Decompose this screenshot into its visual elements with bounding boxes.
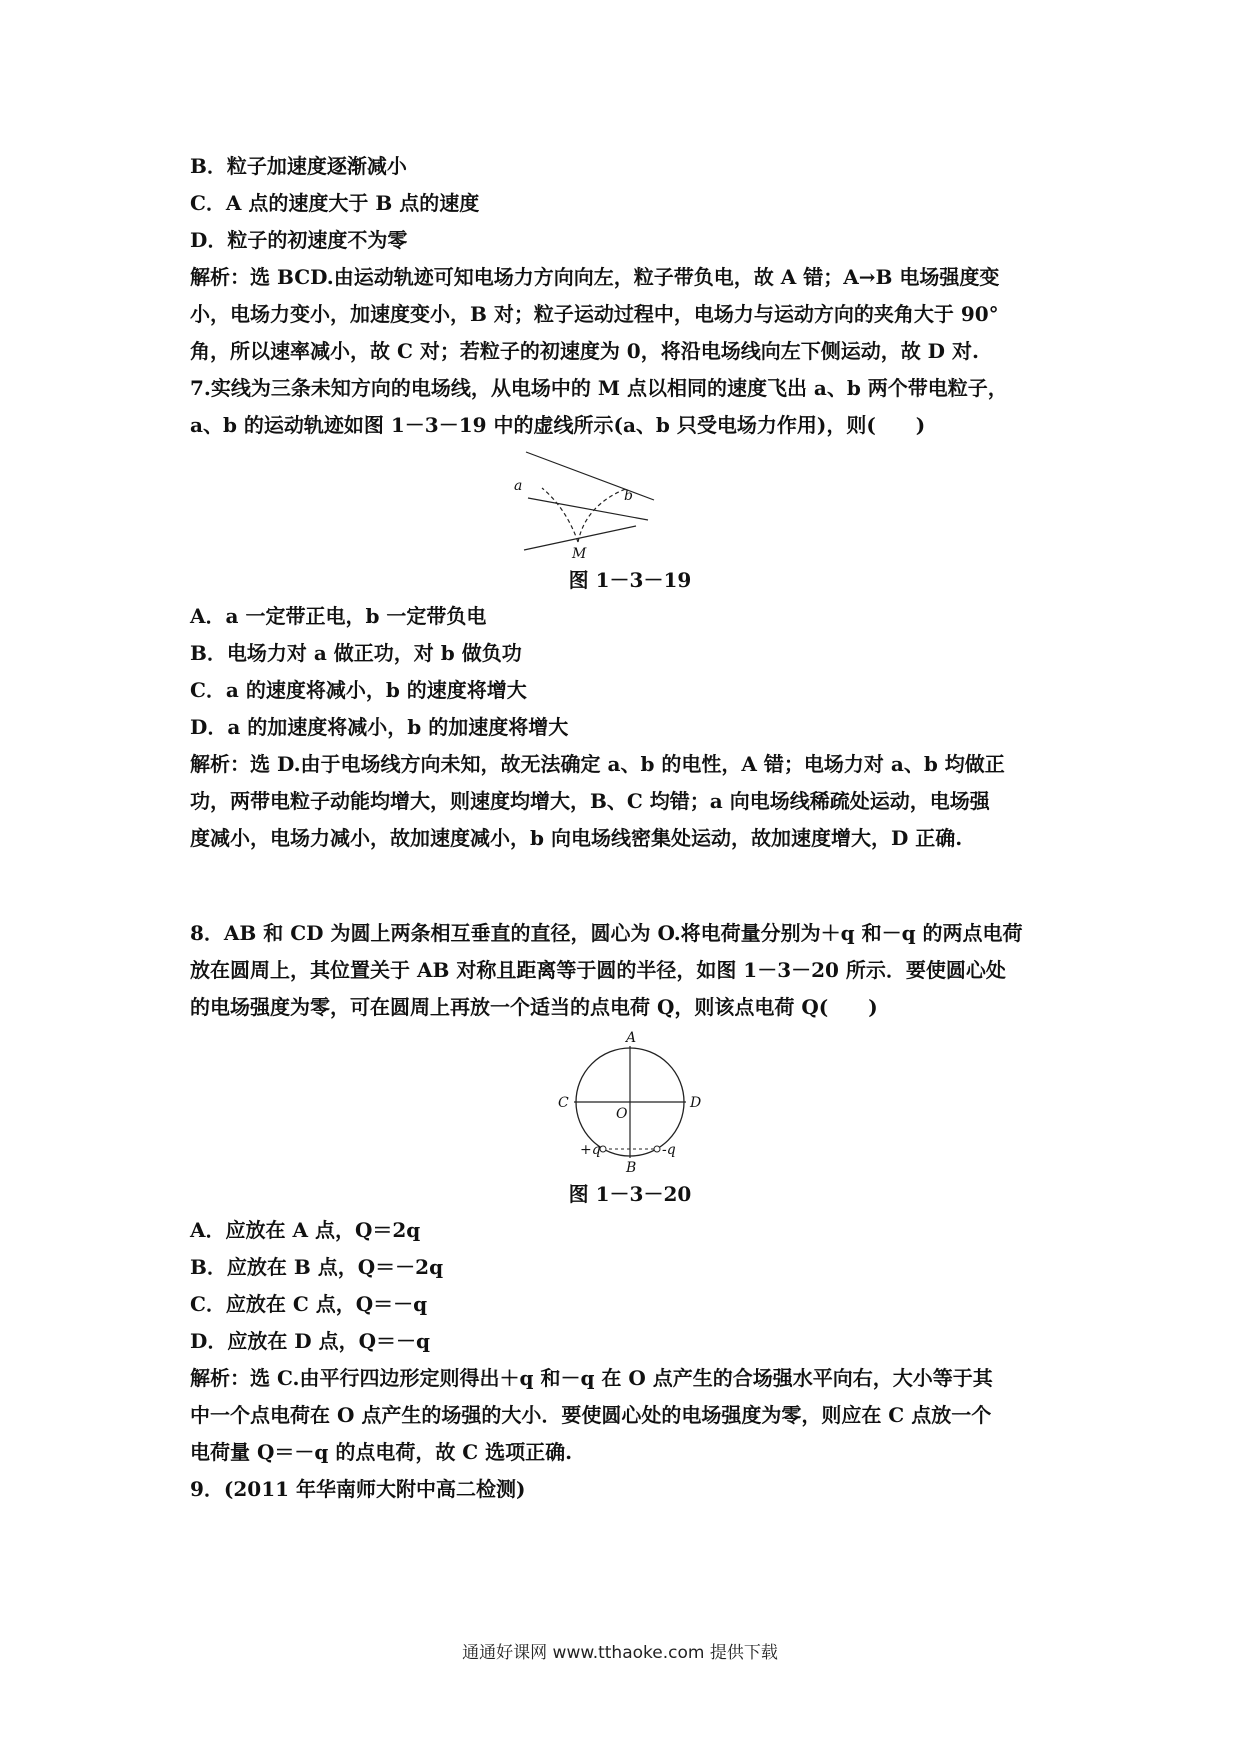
q6-analysis-line: 角，所以速率减小，故 C 对；若粒子的初速度为 0，将沿电场线向左下侧运动，故 D 对. — [190, 339, 979, 363]
q7-analysis-line: 度减小，电场力减小，故加速度减小，b 向电场线密集处运动，故加速度增大，D 正确. — [190, 826, 963, 850]
label-b: b — [624, 488, 633, 504]
q9-stem: 9．(2011 年华南师大附中高二检测) — [190, 1477, 526, 1501]
q7-figure-caption: 图 1－3－19 — [568, 568, 692, 592]
footer-credit: 通通好课网 www.tthaoke.com 提供下载 — [462, 1643, 778, 1663]
q8-option-b: B．应放在 B 点，Q＝－2q — [190, 1255, 444, 1279]
circle-diagram — [550, 1030, 710, 1174]
field-lines-diagram — [510, 448, 750, 560]
q8-option-d: D．应放在 D 点，Q＝－q — [190, 1329, 431, 1353]
label-minus-q: -q — [662, 1142, 676, 1158]
q8-option-a: A．应放在 A 点，Q＝2q — [190, 1218, 421, 1242]
q7-stem-line: 7.实线为三条未知方向的电场线，从电场中的 M 点以相同的速度飞出 a、b 两个带电粒子， — [190, 376, 1008, 400]
label-O: O — [616, 1106, 628, 1122]
q8-stem-line: 8．AB 和 CD 为圆上两条相互垂直的直径，圆心为 O.将电荷量分别为＋q 和－q 的两点电荷 — [190, 921, 1023, 945]
trajectory-a — [542, 488, 578, 542]
q8-analysis-line: 解析：选 C.由平行四边形定则得出＋q 和－q 在 O 点产生的合场强水平向右，大小等于其 — [190, 1366, 993, 1390]
q7-figure — [190, 448, 1070, 560]
q8-figure — [190, 1030, 1070, 1174]
spacer — [190, 857, 1070, 915]
q8-option-c: C．应放在 C 点，Q＝－q — [190, 1292, 428, 1316]
page-content — [190, 148, 1070, 1508]
q7-analysis-line: 功，两带电粒子动能均增大，则速度均增大，B、C 均错；a 向电场线稀疏处运动，电场强 — [190, 789, 990, 813]
q8-analysis-line: 中一个点电荷在 O 点产生的场强的大小．要使圆心处的电场强度为零，则应在 C 点放一个 — [190, 1403, 992, 1427]
q7-option-d: D．a 的加速度将减小，b 的加速度将增大 — [190, 715, 569, 739]
label-D: D — [690, 1095, 702, 1111]
q6-option-b: B．粒子加速度逐渐减小 — [190, 154, 407, 178]
plus-q-charge — [600, 1146, 606, 1152]
label-M: M — [572, 546, 587, 560]
q6-option-c: C．A 点的速度大于 B 点的速度 — [190, 191, 480, 215]
label-plus-q: +q — [580, 1142, 601, 1158]
q8-analysis-line: 电荷量 Q＝－q 的点电荷，故 C 选项正确. — [190, 1440, 573, 1464]
q8-stem-line: 的电场强度为零，可在圆周上再放一个适当的点电荷 Q，则该点电荷 Q( ) — [190, 995, 878, 1019]
q7-stem-line: a、b 的运动轨迹如图 1－3－19 中的虚线所示(a、b 只受电场力作用)，则( ) — [190, 413, 926, 437]
q7-analysis-line: 解析：选 D.由于电场线方向未知，故无法确定 a、b 的电性，A 错；电场力对 a、b 均做正 — [190, 752, 1005, 776]
label-B: B — [626, 1160, 637, 1174]
minus-q-charge — [654, 1146, 660, 1152]
q8-figure-caption: 图 1－3－20 — [568, 1182, 692, 1206]
q6-analysis-line: 小，电场力变小，加速度变小，B 对；粒子运动过程中，电场力与运动方向的夹角大于 90° — [190, 302, 999, 326]
q6-analysis-line: 解析：选 BCD.由运动轨迹可知电场力方向向左，粒子带负电，故 A 错；A→B 电场强度变 — [190, 265, 1000, 289]
q8-stem-line: 放在圆周上，其位置关于 AB 对称且距离等于圆的半径，如图 1－3－20 所示．要使圆心处 — [190, 958, 1006, 982]
field-line — [526, 452, 654, 500]
q6-option-d: D．粒子的初速度不为零 — [190, 228, 408, 252]
label-C: C — [558, 1095, 569, 1111]
q7-option-a: A．a 一定带正电，b 一定带负电 — [190, 604, 487, 628]
q7-option-c: C．a 的速度将减小，b 的速度将增大 — [190, 678, 527, 702]
q7-option-b: B．电场力对 a 做正功，对 b 做负功 — [190, 641, 522, 665]
label-A: A — [626, 1030, 637, 1046]
label-a: a — [514, 478, 523, 494]
